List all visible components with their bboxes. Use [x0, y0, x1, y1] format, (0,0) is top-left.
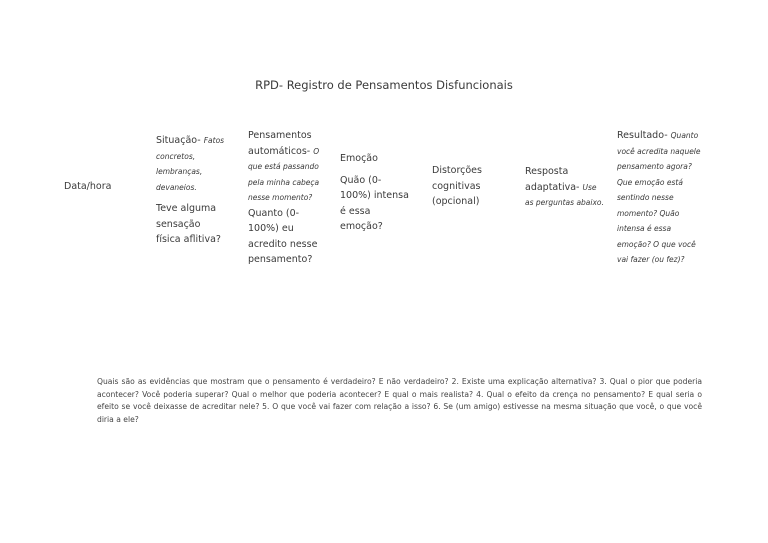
column-resposta-hint: Use as perguntas abaixo. [525, 182, 604, 207]
column-pensamentos-hint: O que está passando pela minha cabeça nesse momento? [248, 146, 320, 202]
column-emocao-label: Emoção [340, 153, 378, 164]
column-distorcoes [432, 163, 494, 210]
column-resultado-hint: Quanto você acredita naquele pensamento agora? Que emoção está sentindo nesse momento? Quão intensa é essa emoção? O que você vai fazer (ou fez)? [617, 131, 701, 264]
column-resultado-label: Resultado- [617, 130, 668, 141]
column-pensamentos [248, 128, 328, 268]
questions-note: Quais são as evidências que mostram que o pensamento é verdadeiro? E não verdadeiro? 2. Existe uma explicação alternativa? 3. Qual o pior que poderia acontecer? Você poderia superar? Qual o melhor que poderia acontecer? E qual o mais realista? 4. Qual o efeito da crença no pensamento? E qual seria o efeito se você deixasse de acreditar nele? 5. O que você vai fazer com relação a isso? 6. Se (um amigo) estivesse na mesma situação que você, o que você diria a ele? [97, 377, 702, 424]
column-situacao-hint: Fatos concretos, lembranças, devaneios. [156, 136, 225, 192]
column-distorcoes-label: Distorções cognitivas (opcional) [432, 165, 482, 207]
column-resultado [617, 128, 703, 268]
column-resposta-label: Resposta adaptativa- [525, 166, 580, 193]
column-emocao-question: Quão (0-100%) intensa é essa emoção? [340, 174, 409, 232]
column-emocao [340, 151, 412, 235]
column-data-hora-label: Data/hora [64, 181, 112, 192]
column-pensamentos-question: Quanto (0-100%) eu acredito nesse pensamento? [248, 207, 318, 265]
page-title: RPD- Registro de Pensamentos Disfuncionais [255, 78, 513, 92]
column-pensamentos-label: Pensamentos automáticos- [248, 130, 312, 157]
column-situacao-question: Teve alguma sensação física aflitiva? [156, 203, 221, 245]
column-data-hora [64, 179, 134, 195]
column-situacao [156, 133, 228, 248]
column-situacao-label: Situação- [156, 135, 201, 146]
column-resposta [525, 164, 607, 211]
